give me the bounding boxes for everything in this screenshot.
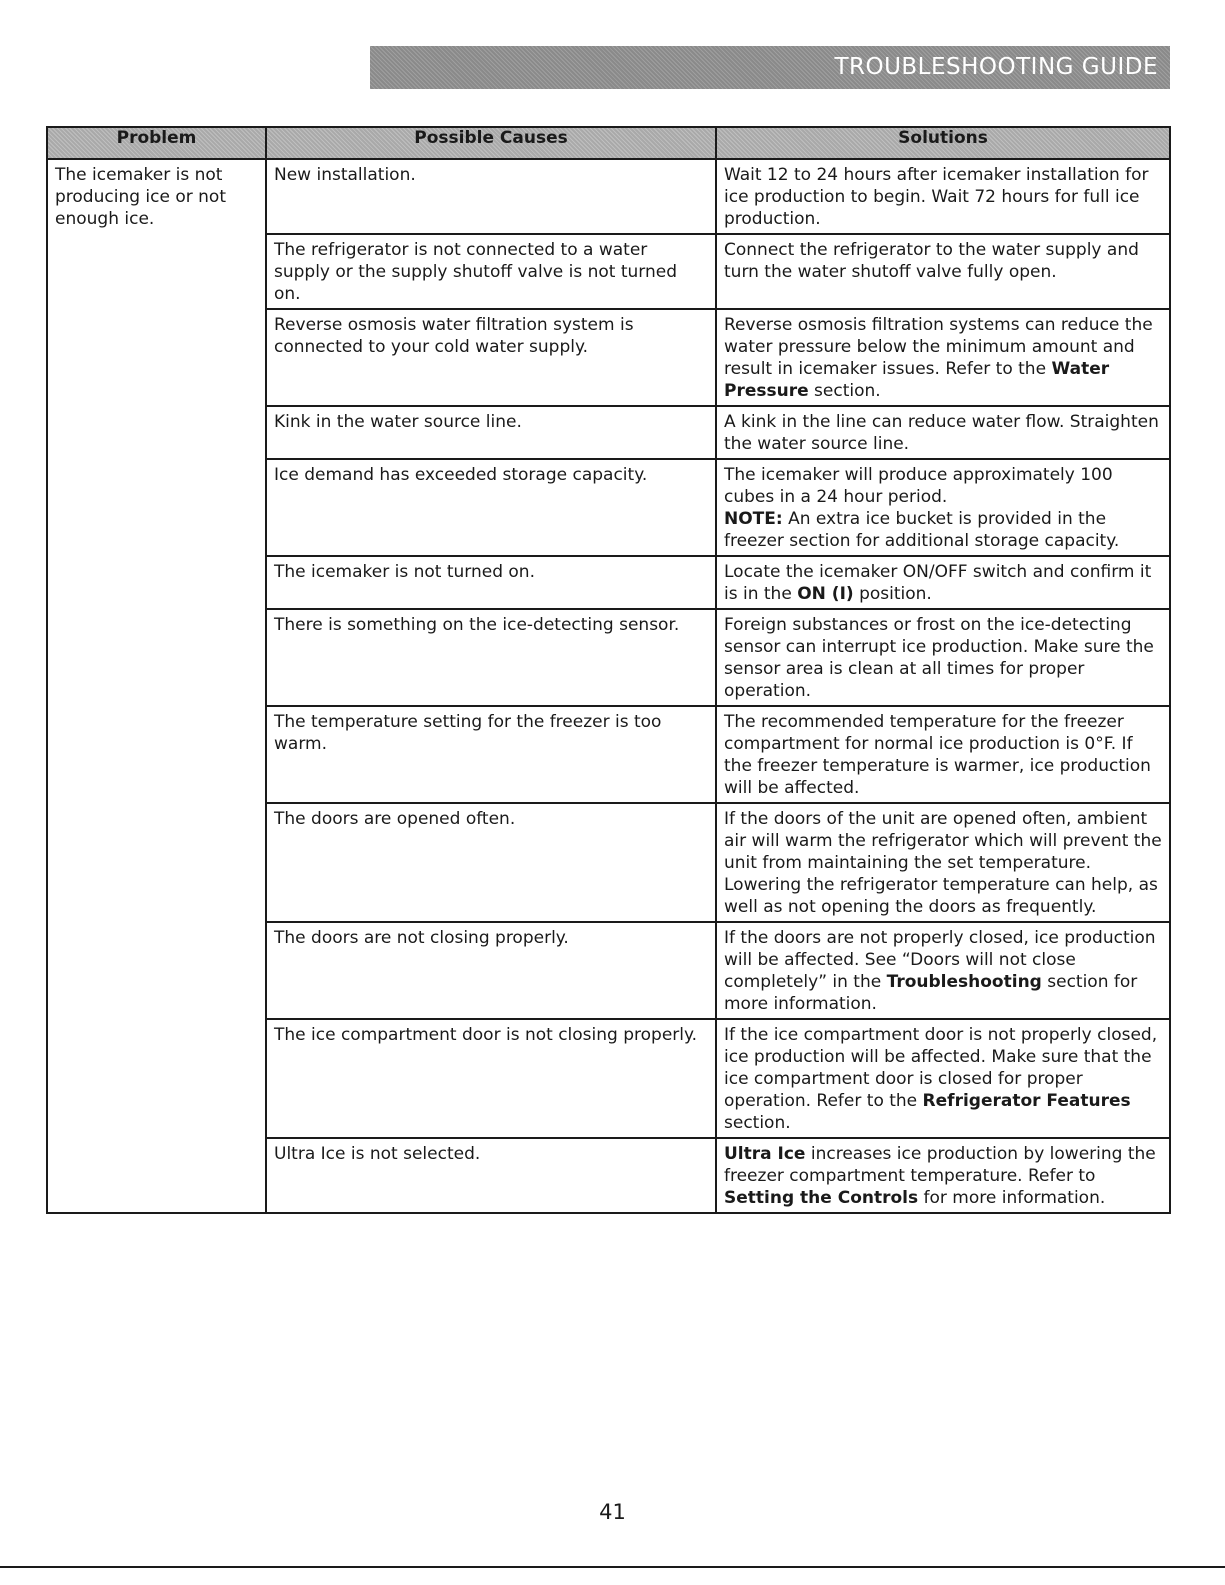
cause-cell: The temperature setting for the freezer is too warm. xyxy=(266,706,716,803)
cause-cell: Ice demand has exceeded storage capacity. xyxy=(266,459,716,556)
solution-text: increases ice production by lowering the freezer compartment temperature. Refer to xyxy=(724,1144,1156,1186)
solution-text: Foreign substances or frost on the ice-detecting sensor can interrupt ice production. Make sure the sensor area is clean at all times for proper operation. xyxy=(724,615,1154,701)
cause-cell: Reverse osmosis water filtration system is connected to your cold water supply. xyxy=(266,309,716,406)
problem-cell: The icemaker is not producing ice or not enough ice. xyxy=(47,159,266,1213)
footer-divider xyxy=(0,1566,1225,1568)
solution-cell xyxy=(716,922,1170,1019)
section-title: TROUBLESHOOTING GUIDE xyxy=(834,54,1158,80)
section-banner xyxy=(370,46,1170,89)
solution-cell xyxy=(716,309,1170,406)
troubleshooting-table xyxy=(46,126,1171,1214)
solution-text: Locate the icemaker ON/OFF switch and confirm it is in the xyxy=(724,562,1152,604)
solution-cell xyxy=(716,159,1170,234)
cause-cell: Ultra Ice is not selected. xyxy=(266,1138,716,1213)
solution-emphasis: Water Pressure xyxy=(724,359,1110,401)
table-header-row xyxy=(47,127,1170,159)
cause-cell: The doors are not closing properly. xyxy=(266,922,716,1019)
column-header-problem: Problem xyxy=(47,127,266,159)
solution-text: position. xyxy=(853,584,932,604)
solution-text: An extra ice bucket is provided in the freezer section for additional storage capacity. xyxy=(724,509,1120,551)
solution-cell xyxy=(716,234,1170,309)
cause-cell: New installation. xyxy=(266,159,716,234)
solution-text: A kink in the line can reduce water flow. Straighten the water source line. xyxy=(724,412,1159,454)
solution-cell xyxy=(716,803,1170,922)
solution-text: section for more information. xyxy=(724,972,1138,1014)
solution-text: Wait 12 to 24 hours after icemaker installation for ice production to begin. Wait 72 hours for full ice production. xyxy=(724,165,1149,229)
solution-text: Connect the refrigerator to the water supply and turn the water shutoff valve fully open. xyxy=(724,240,1139,282)
solution-emphasis: Troubleshooting xyxy=(886,972,1042,992)
cause-cell: The icemaker is not turned on. xyxy=(266,556,716,609)
table-row xyxy=(47,159,1170,234)
solution-text: The icemaker will produce approximately 100 cubes in a 24 hour period. xyxy=(724,465,1113,507)
page-number: 41 xyxy=(599,1500,626,1524)
solution-text: section. xyxy=(724,1113,791,1133)
solution-text: for more information. xyxy=(918,1188,1106,1208)
solution-text: If the doors are not properly closed, ice production will be affected. See “Doors will not close completely” in the xyxy=(724,928,1156,992)
solution-cell xyxy=(716,706,1170,803)
solution-emphasis: NOTE: xyxy=(724,509,783,529)
solution-text: Reverse osmosis filtration systems can reduce the water pressure below the minimum amount and result in icemaker issues. Refer to the xyxy=(724,315,1153,379)
solution-cell xyxy=(716,406,1170,459)
solution-text: If the doors of the unit are opened often, ambient air will warm the refrigerator which will prevent the unit from maintaining the set temperature. Lowering the refrigerator temperature can help, as well as not opening the doors as frequently. xyxy=(724,809,1162,917)
cause-cell: There is something on the ice-detecting sensor. xyxy=(266,609,716,706)
cause-cell: The doors are opened often. xyxy=(266,803,716,922)
solution-emphasis: Setting the Controls xyxy=(724,1188,919,1208)
cause-cell: The refrigerator is not connected to a water supply or the supply shutoff valve is not turned on. xyxy=(266,234,716,309)
solution-text: section. xyxy=(808,381,881,401)
solution-emphasis: Refrigerator Features xyxy=(922,1091,1131,1111)
solution-cell xyxy=(716,1019,1170,1138)
solution-cell xyxy=(716,609,1170,706)
cause-cell: Kink in the water source line. xyxy=(266,406,716,459)
solution-cell xyxy=(716,1138,1170,1213)
solution-cell xyxy=(716,556,1170,609)
table-body xyxy=(47,159,1170,1213)
solution-emphasis: ON (I) xyxy=(797,584,854,604)
solution-text: If the ice compartment door is not properly closed, ice production will be affected. Make sure that the ice compartment door is closed for proper operation. Refer to the xyxy=(724,1025,1158,1111)
solution-cell xyxy=(716,459,1170,556)
cause-cell: The ice compartment door is not closing properly. xyxy=(266,1019,716,1138)
solution-text: The recommended temperature for the freezer compartment for normal ice production is 0°F. If the freezer temperature is warmer, ice production will be affected. xyxy=(724,712,1151,798)
column-header-possible-causes: Possible Causes xyxy=(266,127,716,159)
solution-emphasis: Ultra Ice xyxy=(724,1144,806,1164)
column-header-solutions: Solutions xyxy=(716,127,1170,159)
